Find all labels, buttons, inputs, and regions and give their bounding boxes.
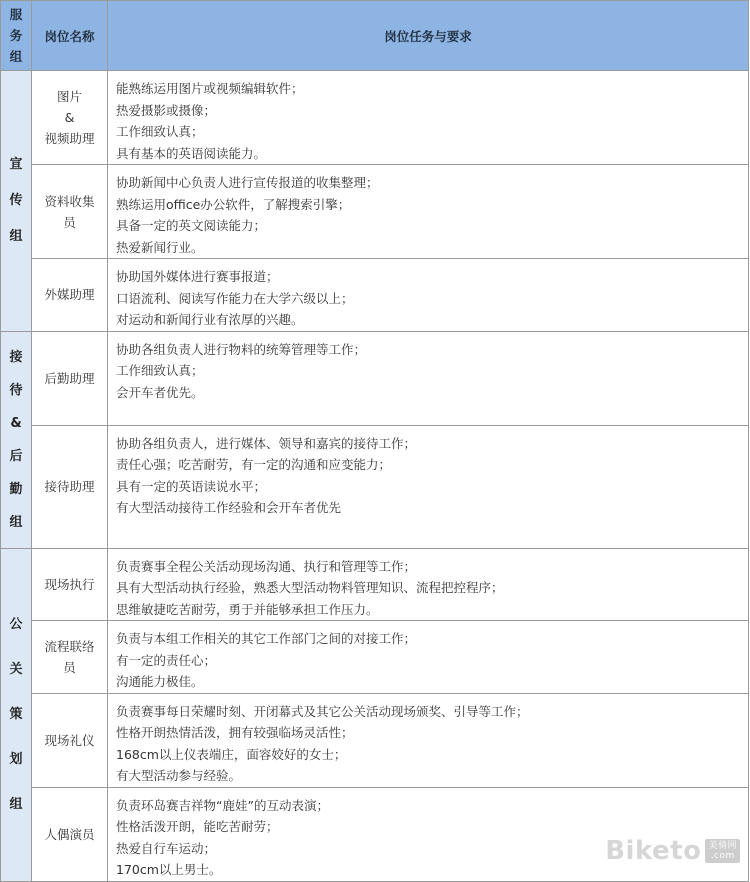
group-cell-jiedai	[1, 331, 32, 548]
position-cell	[32, 693, 108, 787]
position-cell	[32, 165, 108, 259]
table-row	[1, 425, 749, 548]
position-line: 员	[63, 659, 76, 675]
requirement-line: 能熟练运用图片或视频编辑软件；	[116, 81, 304, 96]
position-cell	[32, 787, 108, 881]
group-char: 组	[9, 514, 23, 530]
requirement-line: 协助各组负责人进行物料的统筹管理等工作；	[116, 341, 367, 357]
requirements-cell	[108, 425, 749, 548]
table-row	[1, 71, 749, 165]
table-row	[1, 331, 749, 425]
requirement-line: 协助各组负责人，进行媒体、领导和嘉宾的接待工作；	[116, 435, 417, 451]
position-line: 后勤助理	[44, 370, 95, 386]
position-cell	[32, 331, 108, 425]
position-cell	[32, 259, 108, 332]
requirement-line: 工作细致认真；	[116, 363, 204, 378]
position-line: 视频助理	[44, 131, 95, 146]
header-group-char: 组	[9, 49, 23, 64]
group-char: 传	[9, 192, 23, 208]
group-char: &	[10, 415, 22, 431]
group-char: 关	[9, 662, 23, 677]
requirement-line: 负责赛事每日荣耀时刻、开闭幕式及其它公关活动现场颁奖、引导等工作；	[116, 703, 529, 719]
position-line: 资料收集	[44, 193, 95, 209]
group-char: 后	[9, 448, 23, 464]
requirement-line: 协助国外媒体进行赛事报道；	[116, 269, 279, 284]
position-cell	[32, 71, 108, 165]
watermark-badge-line: .com	[710, 851, 735, 861]
position-line: &	[64, 110, 75, 125]
group-cell-gongguan	[1, 548, 32, 881]
position-cell	[32, 548, 108, 621]
position-line: 外媒助理	[44, 287, 95, 303]
position-line: 接待助理	[44, 479, 95, 494]
requirement-line: 热爱摄影或摄像；	[116, 102, 217, 118]
watermark-text: Biketo	[605, 836, 702, 866]
position-cell	[32, 621, 108, 694]
requirements-cell	[108, 165, 749, 259]
requirement-line: 工作细致认真；	[116, 124, 204, 139]
group-char: 策	[9, 707, 23, 722]
requirements-cell	[108, 71, 749, 165]
position-cell	[32, 425, 108, 548]
requirement-line: 沟通能力极佳。	[116, 674, 204, 689]
table-row	[1, 165, 749, 259]
requirement-line: 思维敏捷吃苦耐劳，勇于并能够承担工作压力。	[116, 601, 379, 617]
requirement-line: 性格活泼开朗，能吃苦耐劳；	[116, 819, 279, 834]
table-row	[1, 621, 749, 694]
header-group-char: 务	[9, 28, 23, 43]
header-requirements: 岗位任务与要求	[108, 1, 749, 71]
table-row	[1, 548, 749, 621]
requirement-line: 对运动和新闻行业有浓厚的兴趣。	[116, 312, 304, 327]
requirement-line: 具有大型活动执行经验，熟悉大型活动物料管理知识、流程把控程序；	[116, 580, 504, 595]
requirement-line: 热爱自行车运动；	[116, 840, 217, 856]
requirement-line: 具备一定的英文阅读能力；	[116, 218, 267, 233]
requirement-line: 具有一定的英语读说水平；	[116, 478, 267, 494]
requirement-line: 负责环岛赛吉祥物“鹿娃”的互动表演；	[116, 797, 329, 813]
group-char: 组	[9, 228, 23, 244]
position-line: 现场礼仪	[44, 732, 95, 748]
group-char: 宣	[9, 156, 23, 172]
requirement-line: 会开车者优先。	[116, 384, 204, 400]
requirements-cell	[108, 331, 749, 425]
header-position-name: 岗位名称	[32, 1, 108, 71]
position-line: 图片	[56, 89, 82, 104]
requirements-cell	[108, 259, 749, 332]
group-cell-xuanchuan	[1, 71, 32, 332]
requirement-line: 有大型活动参与经验。	[116, 768, 242, 783]
position-line: 流程联络	[44, 638, 95, 654]
requirement-line: 168cm以上仪表端庄，面容姣好的女士；	[116, 746, 347, 762]
requirement-line: 有一定的责任心；	[116, 652, 217, 668]
group-char: 划	[9, 752, 23, 767]
position-line: 员	[63, 214, 76, 230]
position-line: 人偶演员	[44, 826, 95, 842]
requirements-cell	[108, 548, 749, 621]
header-group-char: 服	[9, 7, 23, 22]
table-header-row	[1, 1, 749, 71]
group-char: 组	[9, 797, 23, 812]
requirement-line: 有大型活动接待工作经验和会开车者优先	[116, 500, 342, 515]
requirement-line: 具有基本的英语阅读能力。	[116, 145, 267, 161]
requirement-line: 负责与本组工作相关的其它工作部门之间的对接工作；	[116, 631, 417, 646]
requirement-line: 性格开朗热情活泼，拥有较强临场灵活性；	[116, 725, 354, 740]
requirement-line: 责任心强；吃苦耐劳，有一定的沟通和应变能力；	[116, 457, 392, 472]
requirement-line: 负责赛事全程公关活动现场沟通、执行和管理等工作；	[116, 558, 417, 574]
group-char: 接	[9, 349, 23, 365]
biketo-watermark	[605, 836, 740, 866]
requirement-line: 口语流利、阅读写作能力在大学六级以上；	[116, 290, 354, 306]
group-char: 勤	[9, 481, 23, 497]
group-char: 待	[9, 382, 23, 398]
requirement-line: 熟练运用office办公软件，了解搜索引擎；	[116, 196, 351, 212]
table-row	[1, 693, 749, 787]
table-row	[1, 787, 749, 881]
requirements-cell	[108, 787, 749, 881]
requirements-cell	[108, 621, 749, 694]
header-service-group	[1, 1, 32, 71]
requirement-line: 热爱新闻行业。	[116, 239, 204, 255]
group-char: 公	[9, 617, 23, 632]
requirements-cell	[108, 693, 749, 787]
requirement-line: 170cm以上男士。	[116, 862, 222, 877]
watermark-badge-line: 美骑网	[708, 841, 737, 851]
requirement-line: 协助新闻中心负责人进行宣传报道的收集整理；	[116, 175, 379, 190]
watermark-badge	[705, 839, 740, 863]
position-line: 现场执行	[44, 576, 95, 592]
table-row	[1, 259, 749, 332]
